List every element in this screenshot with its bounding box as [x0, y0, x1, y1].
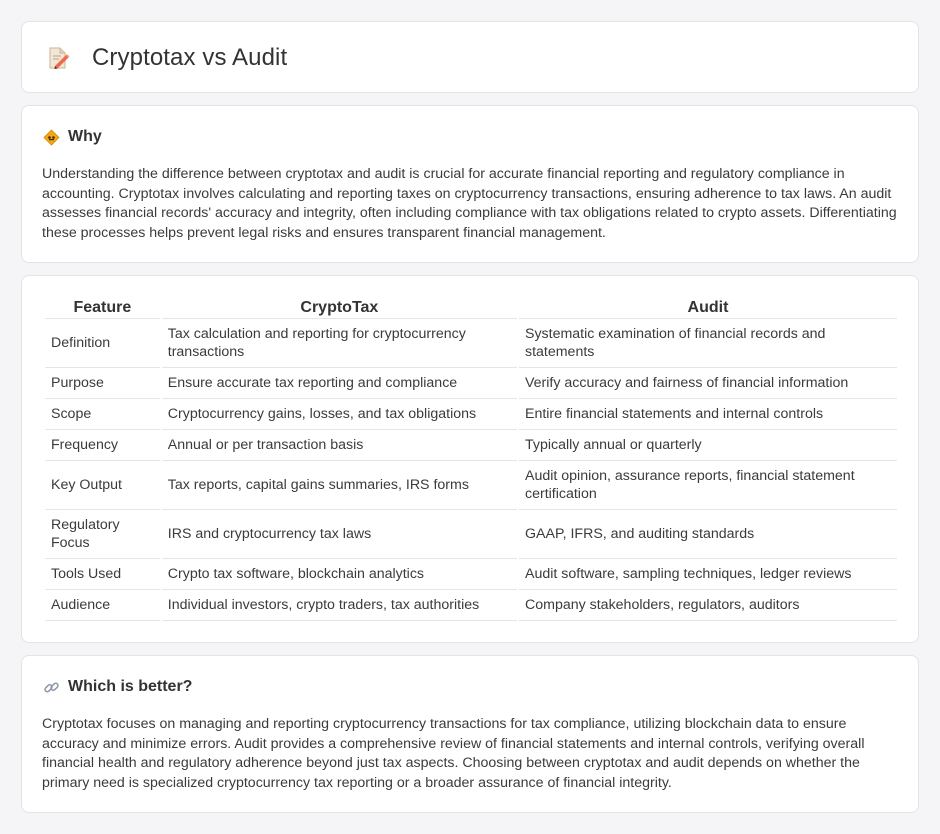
why-title: Why [68, 128, 102, 145]
feature-cell: Tools Used [45, 559, 160, 590]
header-card [21, 21, 919, 93]
feature-cell: Scope [45, 399, 160, 430]
table-row [45, 461, 897, 510]
audit-cell: Typically annual or quarterly [519, 430, 897, 461]
column-header-audit: Audit [519, 294, 897, 319]
table-header-row [45, 294, 897, 319]
page-title: Cryptotax vs Audit [92, 44, 288, 71]
cryptotax-cell: Ensure accurate tax reporting and compliance [162, 368, 517, 399]
audit-cell: Company stakeholders, regulators, auditors [519, 590, 897, 621]
table-row [45, 559, 897, 590]
feature-cell: Key Output [45, 461, 160, 510]
audit-cell: Entire financial statements and internal controls [519, 399, 897, 430]
table-row [45, 399, 897, 430]
why-heading [43, 128, 102, 146]
which-is-better-section [21, 655, 919, 813]
document-pencil-icon [46, 46, 70, 70]
audit-cell: Audit opinion, assurance reports, financial statement certification [519, 461, 897, 510]
why-text: Understanding the difference between cryptotax and audit is crucial for accurate financial reporting and regulatory compliance in accounting. Cryptotax involves calculating and reporting taxes on cryptocurrency transactions, ensuring adherence to tax laws. An audit assesses financial records' accuracy and integrity, often including compliance with tax obligations related to crypto assets. Differentiating these processes helps prevent legal risks and ensures transparent financial management. [42, 166, 897, 241]
table-row [45, 590, 897, 621]
better-text: Cryptotax focuses on managing and reporting cryptocurrency transactions for tax compliance, utilizing blockchain data to ensure accuracy and minimize errors. Audit provides a comprehensive review of financial statements and internal controls, verifying overall financial health and regulatory adherence beyond just tax aspects. Choosing between cryptotax and audit depends on whether the primary need is specialized cryptocurrency tax reporting or a broader assurance of financial integrity. [42, 716, 865, 791]
feature-cell: Definition [45, 319, 160, 368]
cryptotax-cell: Annual or per transaction basis [162, 430, 517, 461]
comparison-table [43, 294, 899, 621]
feature-cell: Audience [45, 590, 160, 621]
table-row [45, 368, 897, 399]
cryptotax-cell: IRS and cryptocurrency tax laws [162, 510, 517, 559]
better-title: Which is better? [68, 678, 193, 695]
cryptotax-cell: Individual investors, crypto traders, tax authorities [162, 590, 517, 621]
audit-cell: Systematic examination of financial records and statements [519, 319, 897, 368]
feature-cell: Regulatory Focus [45, 510, 160, 559]
comparison-section [21, 275, 919, 643]
feature-cell: Purpose [45, 368, 160, 399]
audit-cell: GAAP, IFRS, and auditing standards [519, 510, 897, 559]
cryptotax-cell: Cryptocurrency gains, losses, and tax obligations [162, 399, 517, 430]
column-header-cryptotax: CryptoTax [162, 294, 517, 319]
cryptotax-cell: Tax calculation and reporting for cryptocurrency transactions [162, 319, 517, 368]
cryptotax-cell: Crypto tax software, blockchain analytics [162, 559, 517, 590]
audit-cell: Verify accuracy and fairness of financial information [519, 368, 897, 399]
cryptotax-cell: Tax reports, capital gains summaries, IRS forms [162, 461, 517, 510]
column-header-feature: Feature [45, 294, 160, 319]
table-row [45, 319, 897, 368]
title-row [46, 44, 287, 72]
warning-sign-icon [43, 129, 60, 146]
better-heading [43, 678, 192, 696]
feature-cell: Frequency [45, 430, 160, 461]
link-icon [43, 679, 60, 696]
why-section [21, 105, 919, 263]
audit-cell: Audit software, sampling techniques, ledger reviews [519, 559, 897, 590]
table-row [45, 430, 897, 461]
table-row [45, 510, 897, 559]
